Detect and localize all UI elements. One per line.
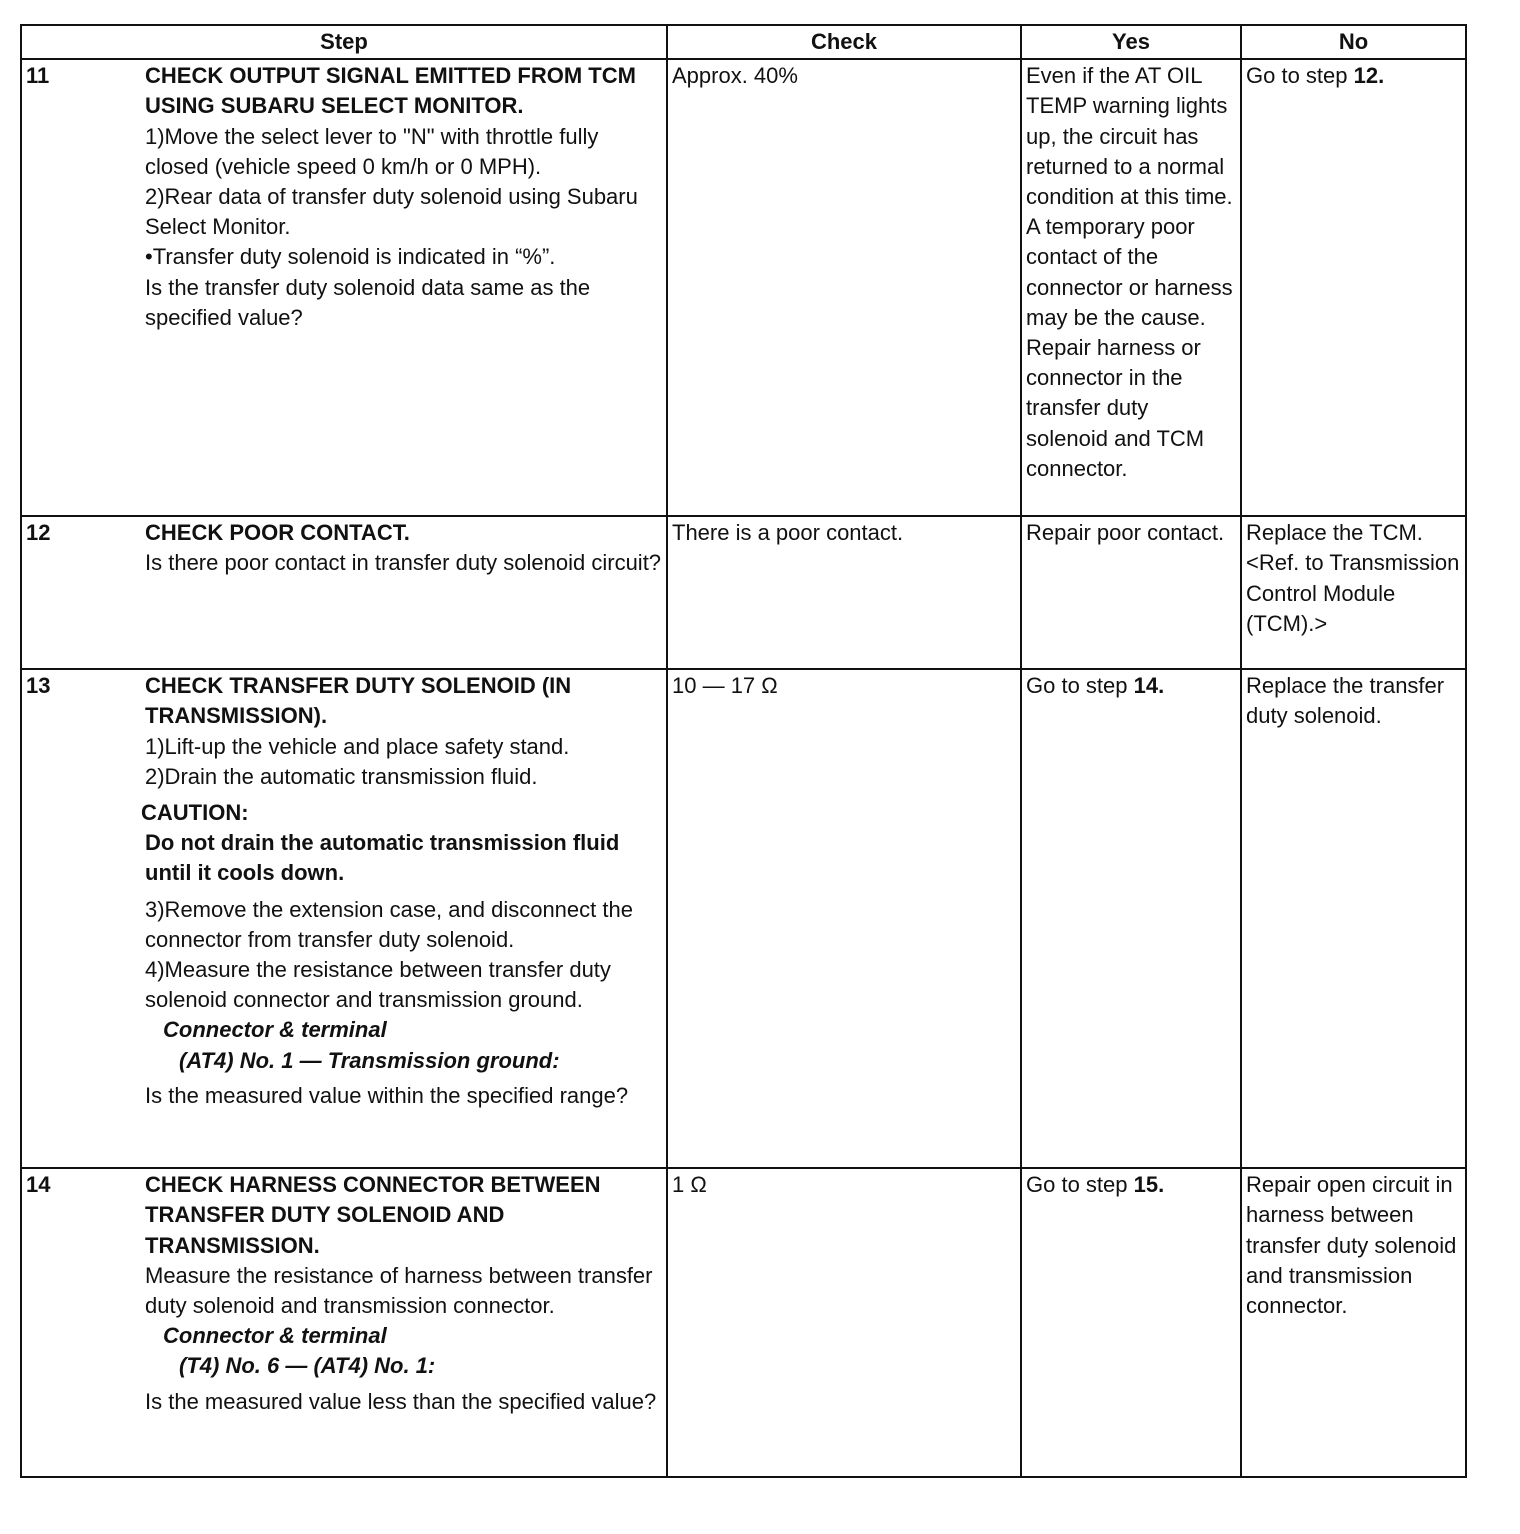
step-instruction: 4)Measure the resistance between transfer duty solenoid connector and transmission ground.	[145, 957, 611, 1013]
goto-step-number: 12.	[1353, 63, 1385, 89]
caution-text: Do not drain the automatic transmission fluid until it cools down.	[145, 830, 620, 886]
header-no: No	[1241, 25, 1466, 59]
step-number: 13	[26, 673, 51, 699]
header-yes: Yes	[1021, 25, 1241, 59]
yes-cell	[1021, 669, 1241, 1168]
step-instruction: 1)Move the select lever to "N" with throttle fully closed (vehicle speed 0 km/h or 0 MPH).	[145, 123, 599, 179]
connector-terminal-value: (AT4) No. 1 — Transmission ground:	[179, 1047, 560, 1073]
step-title: CHECK OUTPUT SIGNAL EMITTED FROM TCM USING SUBARU SELECT MONITOR.	[145, 63, 636, 119]
yes-cell: Even if the AT OIL TEMP warning lights up, the circuit has returned to a normal condition at this time. A temporary poor contact of the connector or harness may be the cause. Repair harness or connector in the transfer duty solenoid and TCM connector.	[1021, 59, 1241, 516]
check-cell: 10 — 17 Ω	[667, 669, 1021, 1168]
step-question: Is the measured value within the specified range?	[145, 1082, 629, 1108]
header-step: Step	[21, 25, 667, 59]
step-number: 12	[26, 520, 51, 546]
goto-text: Go to step	[1026, 673, 1134, 699]
table-row	[21, 516, 1466, 669]
step-instruction: 1)Lift-up the vehicle and place safety stand.	[145, 733, 570, 759]
check-cell: There is a poor contact.	[667, 516, 1021, 669]
step-instruction: 3)Remove the extension case, and disconnect the connector from transfer duty solenoid.	[145, 896, 633, 952]
yes-cell: Repair poor contact.	[1021, 516, 1241, 669]
step-instruction: 2)Drain the automatic transmission fluid.	[145, 763, 538, 789]
goto-text: Go to step	[1246, 63, 1354, 89]
step-cell	[21, 669, 667, 1168]
goto-text: Go to step	[1026, 1172, 1134, 1198]
step-title: CHECK POOR CONTACT.	[145, 520, 410, 546]
goto-step-number: 15.	[1133, 1172, 1165, 1198]
check-cell: 1 Ω	[667, 1168, 1021, 1477]
no-cell	[1241, 59, 1466, 516]
step-instruction: 2)Rear data of transfer duty solenoid using Subaru Select Monitor.	[145, 184, 638, 240]
no-cell: Replace the transfer duty solenoid.	[1241, 669, 1466, 1168]
step-cell	[21, 516, 667, 669]
yes-cell	[1021, 1168, 1241, 1477]
header-row	[21, 25, 1466, 59]
step-title: CHECK TRANSFER DUTY SOLENOID (IN TRANSMISSION).	[145, 673, 572, 729]
diagnostic-table	[20, 24, 1467, 1478]
no-cell: Repair open circuit in harness between transfer duty solenoid and transmission connector.	[1241, 1168, 1466, 1477]
check-cell: Approx. 40%	[667, 59, 1021, 516]
step-instruction: •Transfer duty solenoid is indicated in “%”.	[145, 244, 556, 270]
step-title: CHECK HARNESS CONNECTOR BETWEEN TRANSFER DUTY SOLENOID AND TRANSMISSION.	[145, 1172, 601, 1258]
step-question: Is the measured value less than the specified value?	[145, 1388, 657, 1414]
step-question: Is there poor contact in transfer duty solenoid circuit?	[145, 550, 662, 576]
connector-terminal-label: Connector & terminal	[163, 1017, 387, 1043]
connector-terminal-label: Connector & terminal	[163, 1323, 387, 1349]
no-cell: Replace the TCM. <Ref. to Transmission Control Module (TCM).>	[1241, 516, 1466, 669]
step-cell	[21, 59, 667, 516]
step-question: Is the transfer duty solenoid data same as the specified value?	[145, 274, 591, 330]
step-number: 11	[26, 63, 50, 89]
goto-step-number: 14.	[1133, 673, 1165, 699]
table-row	[21, 59, 1466, 516]
step-cell	[21, 1168, 667, 1477]
step-number: 14	[26, 1172, 51, 1198]
header-check: Check	[667, 25, 1021, 59]
step-instruction: Measure the resistance of harness between transfer duty solenoid and transmission connector.	[145, 1262, 653, 1319]
caution-heading: CAUTION:	[141, 800, 249, 826]
table-row	[21, 1168, 1466, 1477]
connector-terminal-value: (T4) No. 6 — (AT4) No. 1:	[179, 1353, 436, 1379]
table-row	[21, 669, 1466, 1168]
